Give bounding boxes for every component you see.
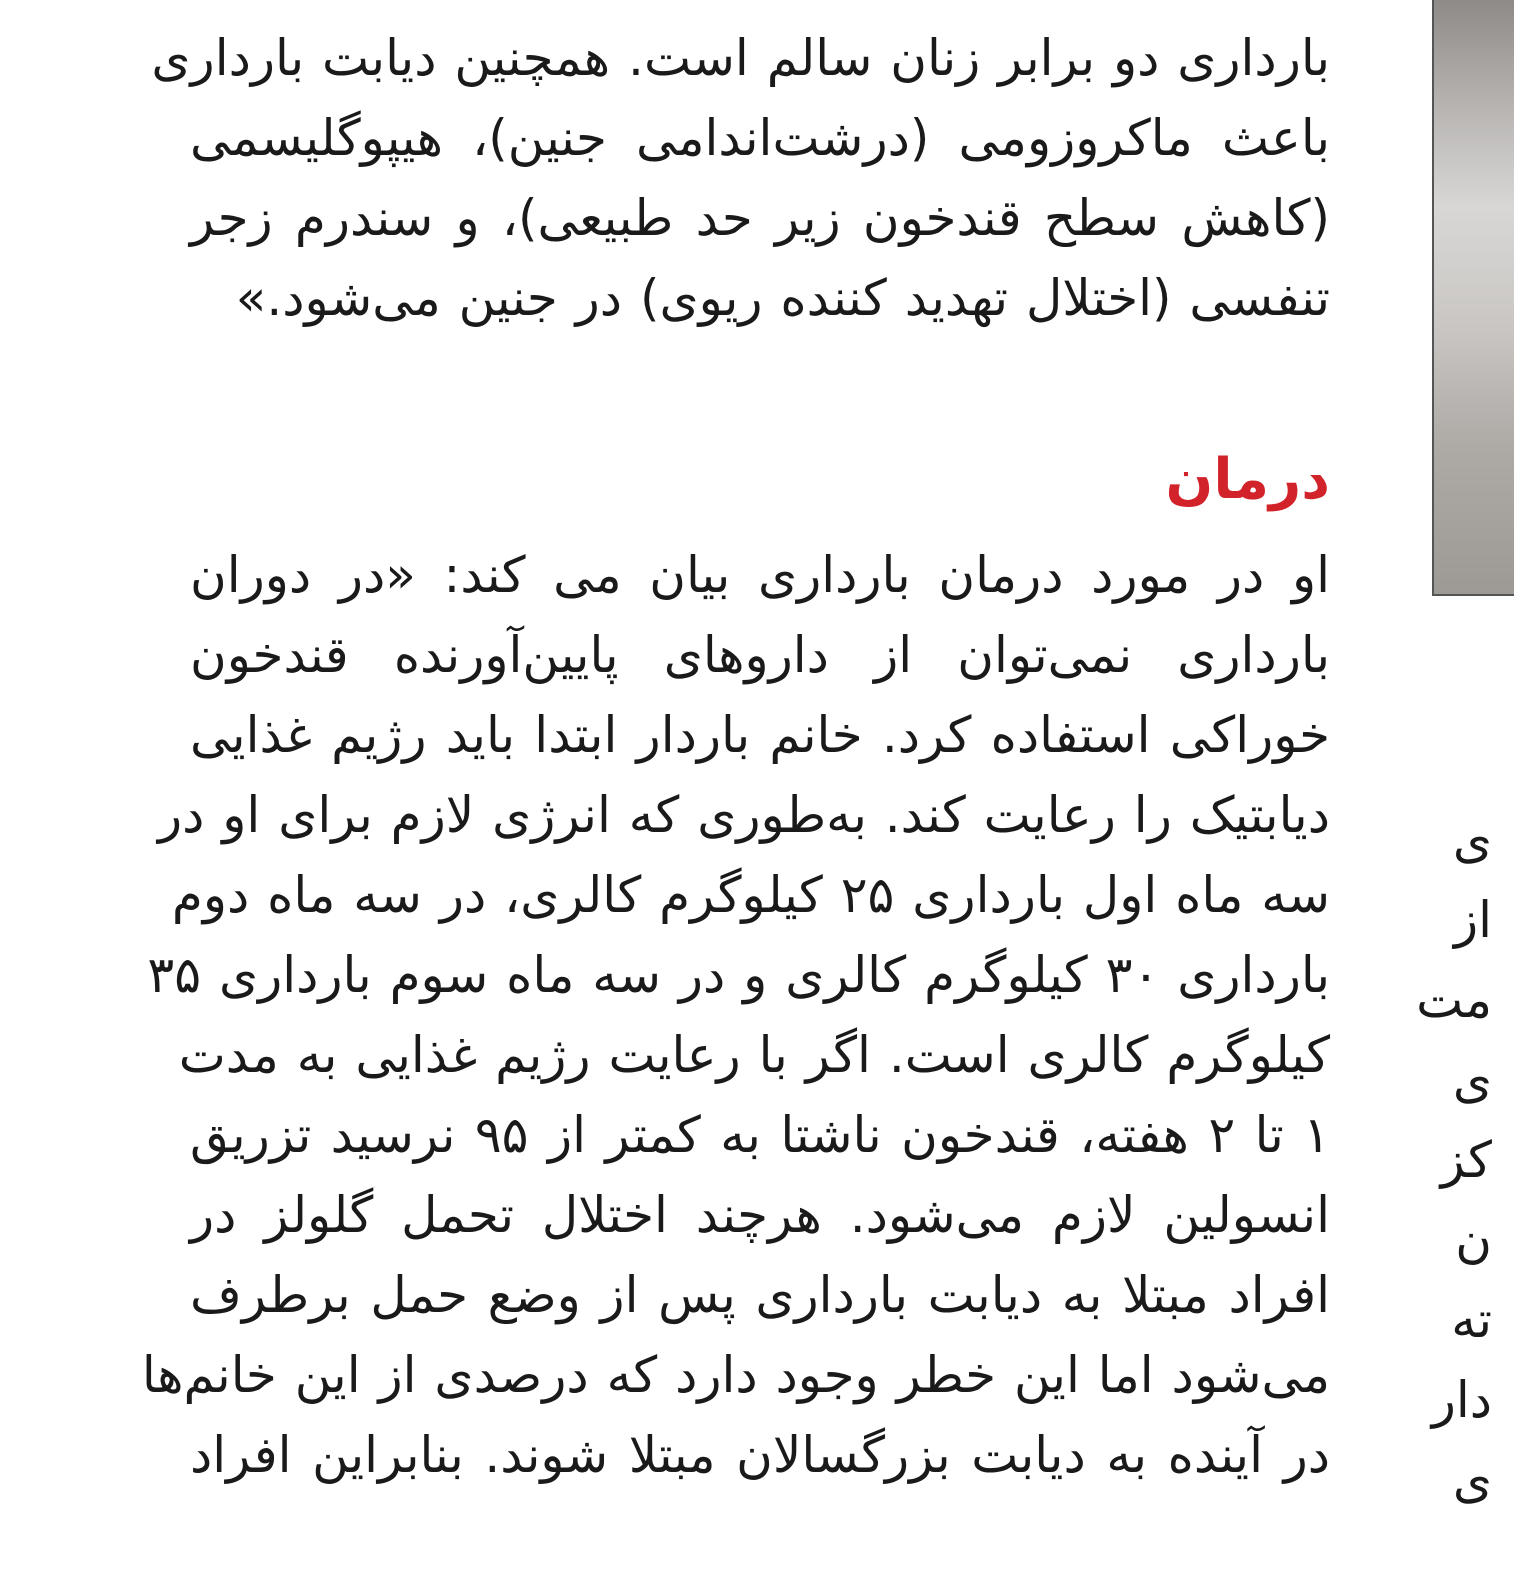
adjacent-fragment: ی	[1452, 1051, 1492, 1109]
adjacent-fragment: کز	[1440, 1131, 1492, 1189]
treatment-line: افراد مبتلا به دیابت بارداری پس از وضع حمل برطرف	[190, 1266, 1330, 1324]
treatment-line: دیابتیک را رعایت کند. به‌طوری که انرژی لازم برای او در	[157, 786, 1330, 844]
article-main-column	[141, 0, 1330, 1592]
treatment-line: در آینده به دیابت بزرگسالان مبتلا شوند. بنابراین افراد	[190, 1426, 1330, 1484]
adjacent-column	[1416, 800, 1532, 1592]
intro-line: باعث ماکروزومی (درشت‌اندامی جنین)، هیپوگلیسمی	[190, 109, 1330, 167]
treatment-line: می‌شود اما این خطر وجود دارد که درصدی از این خانم‌ها	[141, 1346, 1330, 1404]
treatment-line: خوراکی استفاده کرد. خانم باردار ابتدا باید رژیم غذایی	[190, 706, 1330, 764]
section-heading: درمان	[1165, 447, 1330, 512]
treatment-line: کیلوگرم کالری است. اگر با رعایت رژیم غذایی به مدت	[178, 1026, 1330, 1084]
intro-line: تنفسی (اختلال تهدید کننده ریوی) در جنین می‌شود.»	[235, 269, 1330, 327]
intro-line: (کاهش سطح قندخون زیر حد طبیعی)، و سندرم زجر	[190, 189, 1330, 247]
treatment-line: او در مورد درمان بارداری بیان می کند: «در دوران	[190, 546, 1330, 604]
adjacent-fragment: ی	[1452, 811, 1492, 869]
treatment-line: بارداری ۳۰ کیلوگرم کالری و در سه ماه سوم بارداری ۳۵	[147, 946, 1330, 1004]
treatment-line: ۱ تا ۲ هفته، قندخون ناشتا به کمتر از ۹۵ نرسید تزریق	[190, 1106, 1330, 1164]
intro-line: بارداری دو برابر زنان سالم است. همچنین دیابت بارداری	[151, 29, 1330, 87]
adjacent-fragment: ته	[1451, 1291, 1492, 1349]
adjacent-fragment: از	[1453, 891, 1492, 949]
article-photo	[1432, 0, 1514, 596]
treatment-line: سه ماه اول بارداری ۲۵ کیلوگرم کالری، در سه ماه دوم	[171, 866, 1330, 924]
adjacent-fragment: دار	[1431, 1371, 1492, 1429]
adjacent-fragment: ی	[1452, 1451, 1492, 1509]
treatment-line: انسولین لازم می‌شود. هرچند اختلال تحمل گلولز در	[190, 1186, 1330, 1244]
adjacent-fragment: مت	[1416, 971, 1492, 1029]
treatment-line: بارداری نمی‌توان از داروهای پایین‌آورنده قندخون	[190, 626, 1330, 684]
adjacent-fragment: ن	[1455, 1211, 1492, 1269]
